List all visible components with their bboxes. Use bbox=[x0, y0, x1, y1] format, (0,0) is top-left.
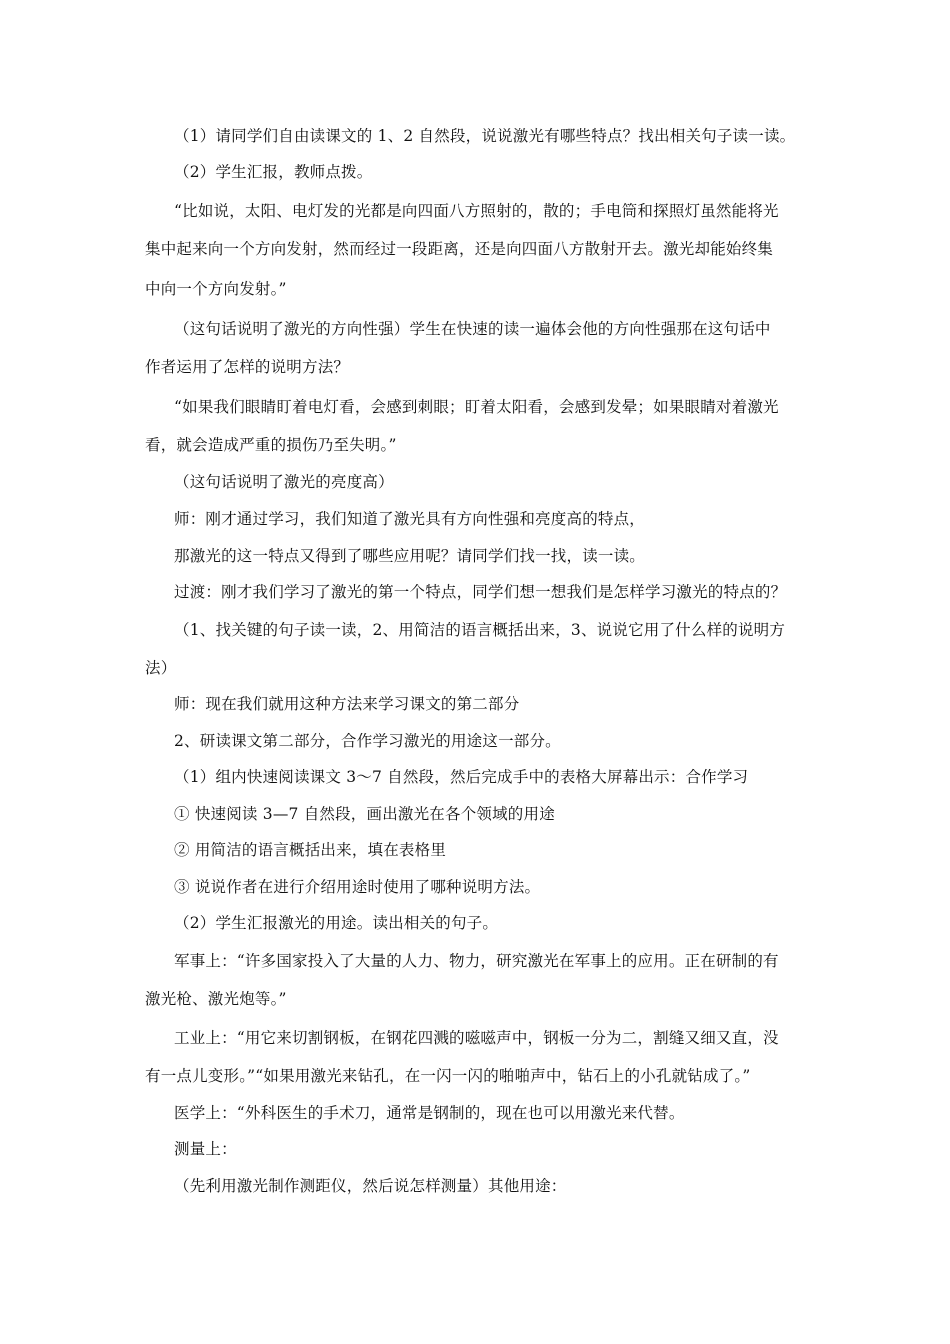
paragraph-line: 那激光的这一特点又得到了哪些应用呢？请同学们找一找，读一读。 bbox=[174, 547, 646, 565]
paragraph-line: ③ 说说作者在进行介绍用途时使用了哪种说明方法。 bbox=[174, 878, 541, 896]
paragraph-line: 2、研读课文第二部分，合作学习激光的用途这一部分。 bbox=[174, 732, 561, 750]
paragraph-line: 工业上：“用它来切割钢板，在钢花四溅的嗞嗞声中，钢板一分为二，割缝又细又直，没 bbox=[174, 1029, 779, 1047]
paragraph-line: “比如说，太阳、电灯发的光都是向四面八方照射的，散的；手电筒和探照灯虽然能将光 bbox=[174, 202, 779, 220]
paragraph-line: 测量上： bbox=[174, 1140, 237, 1158]
paragraph-line: （1）请同学们自由读课文的 1、2 自然段，说说激光有哪些特点？找出相关句子读一读。 bbox=[174, 127, 796, 145]
paragraph-line: ① 快速阅读 3—7 自然段，画出激光在各个领域的用途 bbox=[174, 805, 555, 823]
paragraph-line: （这句话说明了激光的方向性强）学生在快速的读一遍体会他的方向性强那在这句话中 bbox=[174, 320, 771, 338]
paragraph-line: 有一点儿变形。”“如果用激光来钻孔，在一闪一闪的啪啪声中，钻石上的小孔就钻成了。” bbox=[145, 1067, 751, 1085]
paragraph-line: （1、找关键的句子读一读，2、用简洁的语言概括出来，3、说说它用了什么样的说明方 bbox=[174, 621, 786, 639]
paragraph-line: 中向一个方向发射。” bbox=[145, 280, 287, 298]
paragraph-line: ② 用简洁的语言概括出来，填在表格里 bbox=[174, 841, 447, 859]
paragraph-line: 医学上：“外科医生的手术刀，通常是钢制的，现在也可以用激光来代替。 bbox=[174, 1104, 685, 1122]
paragraph-line: （2）学生汇报激光的用途。读出相关的句子。 bbox=[174, 914, 499, 932]
paragraph-line: “如果我们眼睛盯着电灯看，会感到刺眼；盯着太阳看，会感到发晕；如果眼睛对着激光 bbox=[174, 398, 779, 416]
paragraph-line: 军事上：“许多国家投入了大量的人力、物力，研究激光在军事上的应用。正在研制的有 bbox=[174, 952, 779, 970]
paragraph-line: （先利用激光制作测距仪，然后说怎样测量）其他用途： bbox=[174, 1177, 567, 1195]
paragraph-line: 集中起来向一个方向发射，然而经过一段距离，还是向四面八方散射开去。激光却能始终集 bbox=[145, 240, 774, 258]
paragraph-line: 法） bbox=[145, 659, 177, 677]
paragraph-line: 师：现在我们就用这种方法来学习课文的第二部分 bbox=[174, 695, 520, 713]
paragraph-line: （2）学生汇报，教师点拨。 bbox=[174, 163, 373, 181]
paragraph-line: 激光枪、激光炮等。” bbox=[145, 990, 287, 1008]
paragraph-line: 师：刚才通过学习，我们知道了激光具有方向性强和亮度高的特点， bbox=[174, 510, 646, 528]
paragraph-line: （这句话说明了激光的亮度高） bbox=[174, 473, 394, 491]
paragraph-line: 作者运用了怎样的说明方法？ bbox=[145, 358, 350, 376]
paragraph-line: 看，就会造成严重的损伤乃至失明。” bbox=[145, 436, 397, 454]
paragraph-line: 过渡：刚才我们学习了激光的第一个特点，同学们想一想我们是怎样学习激光的特点的？ bbox=[174, 583, 787, 601]
paragraph-line: （1）组内快速阅读课文 3～7 自然段，然后完成手中的表格大屏幕出示：合作学习 bbox=[174, 768, 749, 786]
